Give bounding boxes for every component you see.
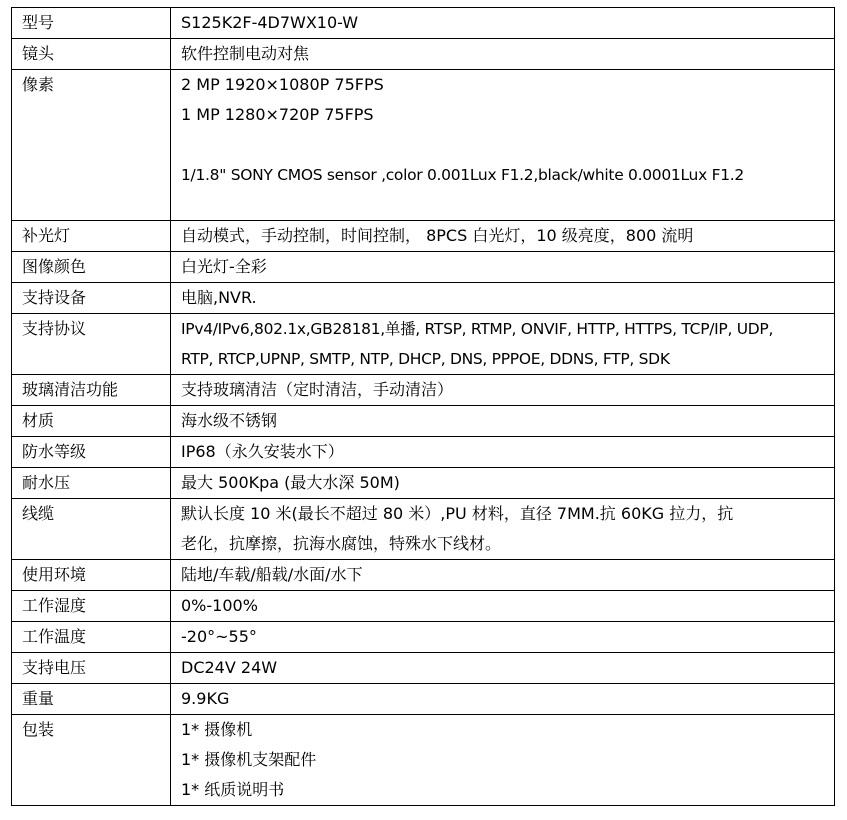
spec-value-line: 最大 500Kpa (最大水深 50M) [181,473,400,492]
spec-value [171,70,835,221]
spec-label [12,437,171,468]
spec-value-line: 1 MP 1280×720P 75FPS [181,105,374,124]
spec-label [12,406,171,437]
spec-label [12,39,171,70]
spec-row-model [12,8,835,39]
spec-row-devices [12,283,835,314]
spec-value [171,252,835,283]
spec-label [12,70,171,221]
spec-value-line: 9.9KG [181,689,230,708]
spec-value-line: 支持玻璃清洁（定时清洁，手动清洁） [181,380,454,399]
spec-label [12,622,171,653]
spec-label [12,8,171,39]
spec-label-text: 包装 [22,720,55,739]
spec-value-line: 自动模式，手动控制，时间控制， 8PCS 白光灯，10 级亮度，800 流明 [181,226,694,245]
spec-label-text: 镜头 [22,44,55,63]
spec-row-environment [12,560,835,591]
spec-value-line: 1* 摄像机 [181,720,253,739]
spec-value-line: IP68（永久安装水下） [181,442,344,461]
spec-label-text: 工作温度 [22,627,87,646]
spec-value [171,406,835,437]
spec-row-material [12,406,835,437]
spec-label [12,252,171,283]
spec-value [171,468,835,499]
spec-label [12,653,171,684]
spec-row-package [12,715,835,806]
spec-label [12,375,171,406]
spec-label [12,283,171,314]
spec-value [171,314,835,375]
spec-label-text: 重量 [22,689,55,708]
spec-label-text: 耐水压 [22,473,71,492]
spec-row-protocols [12,314,835,375]
spec-row-waterproof [12,437,835,468]
spec-value-line: -20°~55° [181,627,257,646]
spec-label-text: 补光灯 [22,226,71,245]
spec-value [171,8,835,39]
spec-label-text: 图像颜色 [22,257,87,276]
spec-row-cable [12,499,835,560]
spec-value [171,499,835,560]
spec-label [12,715,171,806]
spec-table [11,7,835,806]
spec-value-line: DC24V 24W [181,658,278,677]
spec-value [171,375,835,406]
spec-value-line: 0%-100% [181,596,258,615]
spec-value-line: 2 MP 1920×1080P 75FPS [181,75,384,94]
spec-value [171,591,835,622]
spec-value [171,560,835,591]
spec-value-line: 1* 摄像机支架配件 [181,750,317,769]
spec-label-text: 线缆 [22,504,55,523]
spec-value-line: 1* 纸质说明书 [181,780,285,799]
spec-value-line: IPv4/IPv6,802.1x,GB28181,单播, RTSP, RTMP, ONVIF, HTTP, HTTPS, TCP/IP, UDP, [181,320,774,338]
spec-label [12,468,171,499]
spec-row-glass-cleaning [12,375,835,406]
spec-value [171,221,835,252]
spec-row-lens [12,39,835,70]
spec-label [12,591,171,622]
spec-value [171,715,835,806]
spec-label-text: 玻璃清洁功能 [22,380,119,399]
spec-value-line: S125K2F-4D7WX10-W [181,13,359,32]
spec-row-voltage [12,653,835,684]
spec-value-line: 默认长度 10 米(最长不超过 80 米）,PU 材料，直径 7MM.抗 60KG 拉力，抗 [181,504,734,523]
spec-label-text: 防水等级 [22,442,87,461]
spec-row-water-pressure [12,468,835,499]
spec-value-line: 陆地/车载/船载/水面/水下 [181,565,363,584]
spec-value-blank-line [181,130,828,160]
spec-value-line: 软件控制电动对焦 [181,44,310,63]
spec-value-blank-line [181,190,828,220]
spec-row-temperature [12,622,835,653]
spec-label-text: 支持设备 [22,288,87,307]
spec-value-line: 老化，抗摩擦，抗海水腐蚀，特殊水下线材。 [181,534,502,553]
spec-label [12,684,171,715]
spec-label [12,314,171,375]
spec-label [12,499,171,560]
spec-label-text: 型号 [22,13,55,32]
spec-value [171,283,835,314]
spec-row-fill-light [12,221,835,252]
spec-row-pixels [12,70,835,221]
spec-label-text: 支持电压 [22,658,87,677]
spec-label-text: 使用环境 [22,565,87,584]
spec-value [171,39,835,70]
spec-row-humidity [12,591,835,622]
spec-value [171,437,835,468]
spec-value-line: 电脑,NVR. [181,288,257,307]
spec-value [171,622,835,653]
spec-value-line: 白光灯-全彩 [181,257,267,276]
spec-label-text: 材质 [22,411,55,430]
spec-row-image-color [12,252,835,283]
spec-value [171,653,835,684]
spec-label-text: 工作湿度 [22,596,87,615]
spec-value [171,684,835,715]
spec-value-line: 海水级不锈钢 [181,411,278,430]
spec-value-line: 1/1.8" SONY CMOS sensor ,color 0.001Lux F1.2,black/white 0.0001Lux F1.2 [181,166,744,184]
spec-label [12,560,171,591]
spec-row-weight [12,684,835,715]
spec-label-text: 像素 [22,75,55,94]
spec-value-line: RTP, RTCP,UPNP, SMTP, NTP, DHCP, DNS, PPPOE, DDNS, FTP, SDK [181,350,670,368]
spec-table-body [12,8,835,806]
spec-label [12,221,171,252]
spec-label-text: 支持协议 [22,319,87,338]
